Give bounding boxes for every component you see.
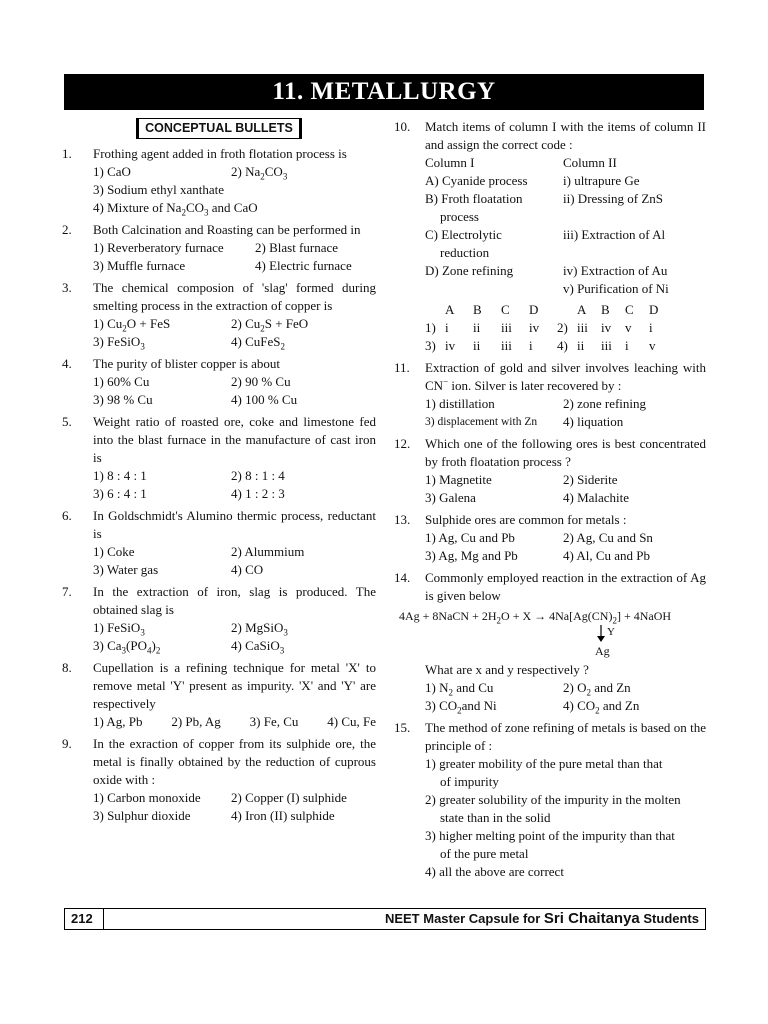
code-cell: 3): [425, 338, 436, 353]
option-4: 4) $CO_2$ and Zn: [563, 698, 640, 716]
option-1: 1) CaO: [93, 164, 131, 179]
option-2-line1: 2) greater solubility of the impurity in the molten: [425, 792, 681, 807]
code-cell: i: [445, 320, 449, 335]
option-2: 2) 90 % Cu: [231, 374, 291, 389]
question-number: 6.: [62, 508, 72, 523]
code-cell: ii: [577, 338, 585, 353]
option-2: 2) $O_2$ and Zn: [563, 680, 631, 698]
option-2: 2) Siderite: [563, 472, 618, 487]
option-1: 1) distillation: [425, 396, 495, 411]
option-2: 2) Blast furnace: [255, 240, 339, 255]
option-4: 4) CO: [231, 562, 264, 577]
reaction-equation: 4Ag + 8NaCN + $2H_2O + X \to 4Na[Ag(CN)_2]$ + 4NaOH: [399, 609, 672, 626]
question-number: 9.: [62, 736, 72, 751]
page-footer: [64, 908, 706, 930]
question-8: [62, 659, 376, 731]
question-1: [62, 145, 376, 217]
question-text: The method of zone refining of metals is based on the principle of :: [425, 720, 706, 753]
code-cell: iv: [529, 320, 540, 335]
item-i: i) ultrapure Ge: [563, 173, 640, 188]
option-3: 3) Sulphur dioxide: [93, 808, 191, 823]
column-2-heading: Column II: [563, 155, 617, 170]
question-5: [62, 413, 376, 503]
question-number: 11.: [394, 360, 410, 375]
item-ii: ii) Dressing of ZnS: [563, 191, 664, 206]
option-3: 3) Fe, Cu: [249, 714, 299, 729]
item-v: v) Purification of Ni: [563, 281, 669, 296]
question-number: 15.: [394, 720, 411, 735]
question-text: The purity of blister copper is about: [93, 356, 281, 371]
question-number: 1.: [62, 146, 72, 161]
option-1: 1) Coke: [93, 544, 135, 559]
question-number: 7.: [62, 584, 72, 599]
code-cell: iii: [501, 320, 512, 335]
answer-codes: [425, 301, 706, 355]
code-cell: ii: [473, 320, 481, 335]
question-number: 14.: [394, 570, 411, 585]
option-1-line2: of impurity: [440, 774, 499, 789]
code-cell: 2): [557, 320, 568, 335]
option-4: 4) CuFeS$_2$: [231, 334, 285, 352]
option-3: 3) 98 % Cu: [93, 392, 153, 407]
option-2: 2) Alummium: [231, 544, 305, 559]
question-text: The chemical composion of 'slag' formed during smelting process in the extraction of copper is: [93, 280, 376, 313]
option-2: 2) MgSiO$_3$: [231, 620, 288, 638]
product-ag: Ag: [595, 644, 610, 658]
item-c-line2: reduction: [440, 245, 490, 260]
code-cell: i: [625, 338, 629, 353]
code-cell: iv: [445, 338, 456, 353]
column-1-heading: Column I: [425, 155, 475, 170]
option-1: 1) Magnetite: [425, 472, 492, 487]
option-4: 4) 1 : 2 : 3: [231, 486, 285, 501]
option-4: 4) Electric furnace: [255, 258, 352, 273]
question-text: Cupellation is a refining technique for metal 'X' to remove metal 'Y' present as impurity. 'X' and 'Y' are respectively: [93, 660, 376, 711]
question-13: [394, 511, 706, 565]
footer-title-tail: Students: [639, 911, 699, 926]
question-text: In the exraction of copper from its sulphide ore, the metal is finally obtained by the reduction of cuprous oxide with :: [93, 736, 376, 787]
page-number: 212: [71, 911, 93, 926]
option-3: 3) $CO_2and$ Ni: [425, 698, 497, 716]
option-3: 3) Water gas: [93, 562, 159, 577]
option-4: 4) 100 % Cu: [231, 392, 298, 407]
option-4: 4) Cu, Fe: [327, 714, 376, 729]
code-cell: iii: [577, 320, 588, 335]
section-heading: CONCEPTUAL BULLETS: [136, 118, 302, 139]
option-1: 1) $Cu_2O$ + FeS: [93, 316, 171, 334]
item-d: D) Zone refining: [425, 263, 514, 278]
code-cell: iv: [601, 320, 612, 335]
option-1: 1) Ag, Cu and Pb: [425, 530, 515, 545]
question-number: 3.: [62, 280, 72, 295]
question-text: Commonly employed reaction in the extraction of Ag is given below: [425, 570, 706, 603]
question-number: 8.: [62, 660, 72, 675]
footer-title-text: NEET Master Capsule for: [384, 911, 544, 926]
option-1: [425, 755, 706, 791]
footer-divider: [103, 909, 104, 929]
code-cell: v: [649, 338, 656, 353]
question-10: [394, 118, 706, 355]
option-4: 4) Al, Cu and Pb: [563, 548, 651, 563]
code-header: A: [445, 302, 455, 317]
code-cell: v: [625, 320, 632, 335]
question-14: [394, 569, 706, 715]
code-header: B: [601, 302, 610, 317]
item-b-line2: process: [440, 209, 479, 224]
question-9: [62, 735, 376, 825]
question-4: [62, 355, 376, 409]
item-c-line1: C) Electrolytic: [425, 227, 502, 242]
item-b-line1: B) Froth floatation: [425, 191, 523, 206]
code-cell: 4): [557, 338, 568, 353]
option-2-line2: state than in the solid: [440, 810, 551, 825]
down-arrow-icon: [595, 625, 607, 643]
question-6: [62, 507, 376, 579]
code-cell: ii: [473, 338, 481, 353]
option-1: 1) $N_2$ and Cu: [425, 680, 494, 698]
question-text: Sulphide ores are common for metals :: [425, 512, 627, 527]
item-iii: iii) Extraction of Al: [563, 227, 666, 242]
option-3: 3) Ag, Mg and Pb: [425, 548, 518, 563]
precipitate-arrow: [399, 625, 706, 661]
code-header: D: [529, 302, 539, 317]
question-2: [62, 221, 376, 275]
code-cell: i: [649, 320, 653, 335]
option-4: 4) Malachite: [563, 490, 630, 505]
option-4: 4) Mixture of $Na_2CO_3$ and CaO: [93, 200, 258, 218]
question-15: [394, 719, 706, 881]
item-b: [425, 190, 563, 226]
chapter-title: 11. METALLURGY: [64, 74, 704, 110]
match-columns: [425, 154, 706, 298]
question-number: 13.: [394, 512, 411, 527]
option-1: 1) Ag, Pb: [93, 714, 143, 729]
option-3: 3) FeSiO$_3$: [93, 334, 145, 352]
option-4: 4) liquation: [563, 414, 624, 429]
option-2: 2) $Na_2CO_3$: [231, 164, 288, 182]
question-12: [394, 435, 706, 507]
question-7: [62, 583, 376, 655]
question-text: Match items of column I with the items of column II and assign the correct code :: [425, 119, 706, 152]
option-1: 1) 60% Cu: [93, 374, 150, 389]
question-text: Which one of the following ores is best concentrated by froth floatation process ?: [425, 436, 706, 469]
item-a: A) Cyanide process: [425, 173, 528, 188]
option-2: 2) Pb, Ag: [171, 714, 221, 729]
option-3-line2: of the pure metal: [440, 846, 529, 861]
question-text: In Goldschmidt's Alumino thermic process, reductant is: [93, 508, 376, 541]
option-2: 2) zone refining: [563, 396, 647, 411]
code-header: B: [473, 302, 482, 317]
question-text: In the extraction of iron, slag is produced. The obtained slag is: [93, 584, 376, 617]
option-4: 4) CaSiO$_3$: [231, 638, 285, 656]
question-number: 10.: [394, 119, 411, 134]
option-3: 3) Muffle furnace: [93, 258, 186, 273]
code-cell: iii: [601, 338, 612, 353]
question-text: Extraction of gold and silver involves leaching with CN− ion. Silver is later recovered by :: [425, 360, 706, 393]
code-cell: i: [529, 338, 533, 353]
option-3: 3) displacement with Zn: [425, 416, 538, 428]
item-c: [425, 226, 563, 262]
option-1: 1) FeSiO$_3$: [93, 620, 145, 638]
option-4: 4) all the above are correct: [425, 864, 564, 879]
code-header: C: [501, 302, 510, 317]
product-y: Y: [607, 626, 615, 638]
question-11: [394, 359, 706, 431]
question-text: Both Calcination and Roasting can be performed in: [93, 222, 361, 237]
footer-title: [385, 909, 699, 929]
footer-brand: Sri Chaitanya: [543, 910, 640, 927]
code-cell: 1): [425, 320, 436, 335]
option-3: [425, 827, 706, 863]
right-column: [394, 118, 706, 885]
option-1: 1) 8 : 4 : 1: [93, 468, 147, 483]
option-2: [425, 791, 706, 827]
option-1: 1) Reverberatory furnace: [93, 240, 224, 255]
code-header: C: [625, 302, 634, 317]
option-2: 2) Ag, Cu and Sn: [563, 530, 653, 545]
option-3: 3) $Ca_3(PO_4)_2$: [93, 638, 161, 656]
option-1: 1) Carbon monoxide: [93, 790, 201, 805]
option-3-line1: 3) higher melting point of the impurity than that: [425, 828, 675, 843]
code-header: A: [577, 302, 587, 317]
option-2: 2) 8 : 1 : 4: [231, 468, 285, 483]
code-cell: iii: [501, 338, 512, 353]
question-3: [62, 279, 376, 351]
left-column: [62, 118, 376, 829]
option-3: 3) 6 : 4 : 1: [93, 486, 147, 501]
question-number: 5.: [62, 414, 72, 429]
question-subtext: What are x and y respectively ?: [425, 662, 589, 677]
question-text: Frothing agent added in froth flotation process is: [93, 146, 347, 161]
code-header: D: [649, 302, 659, 317]
question-number: 12.: [394, 436, 411, 451]
question-number: 4.: [62, 356, 72, 371]
question-number: 2.: [62, 222, 72, 237]
option-1-line1: 1) greater mobility of the pure metal than that: [425, 756, 663, 771]
option-4: 4) Iron (II) sulphide: [231, 808, 335, 823]
question-text: Weight ratio of roasted ore, coke and limestone fed into the blast furnace in the manufacture of cast iron is: [93, 414, 376, 465]
option-3: 3) Galena: [425, 490, 476, 505]
option-2: 2) $Cu_2S$ + FeO: [231, 316, 309, 334]
item-iv: iv) Extraction of Au: [563, 263, 668, 278]
option-2: 2) Copper (I) sulphide: [231, 790, 347, 805]
option-3: 3) Sodium ethyl xanthate: [93, 182, 225, 197]
